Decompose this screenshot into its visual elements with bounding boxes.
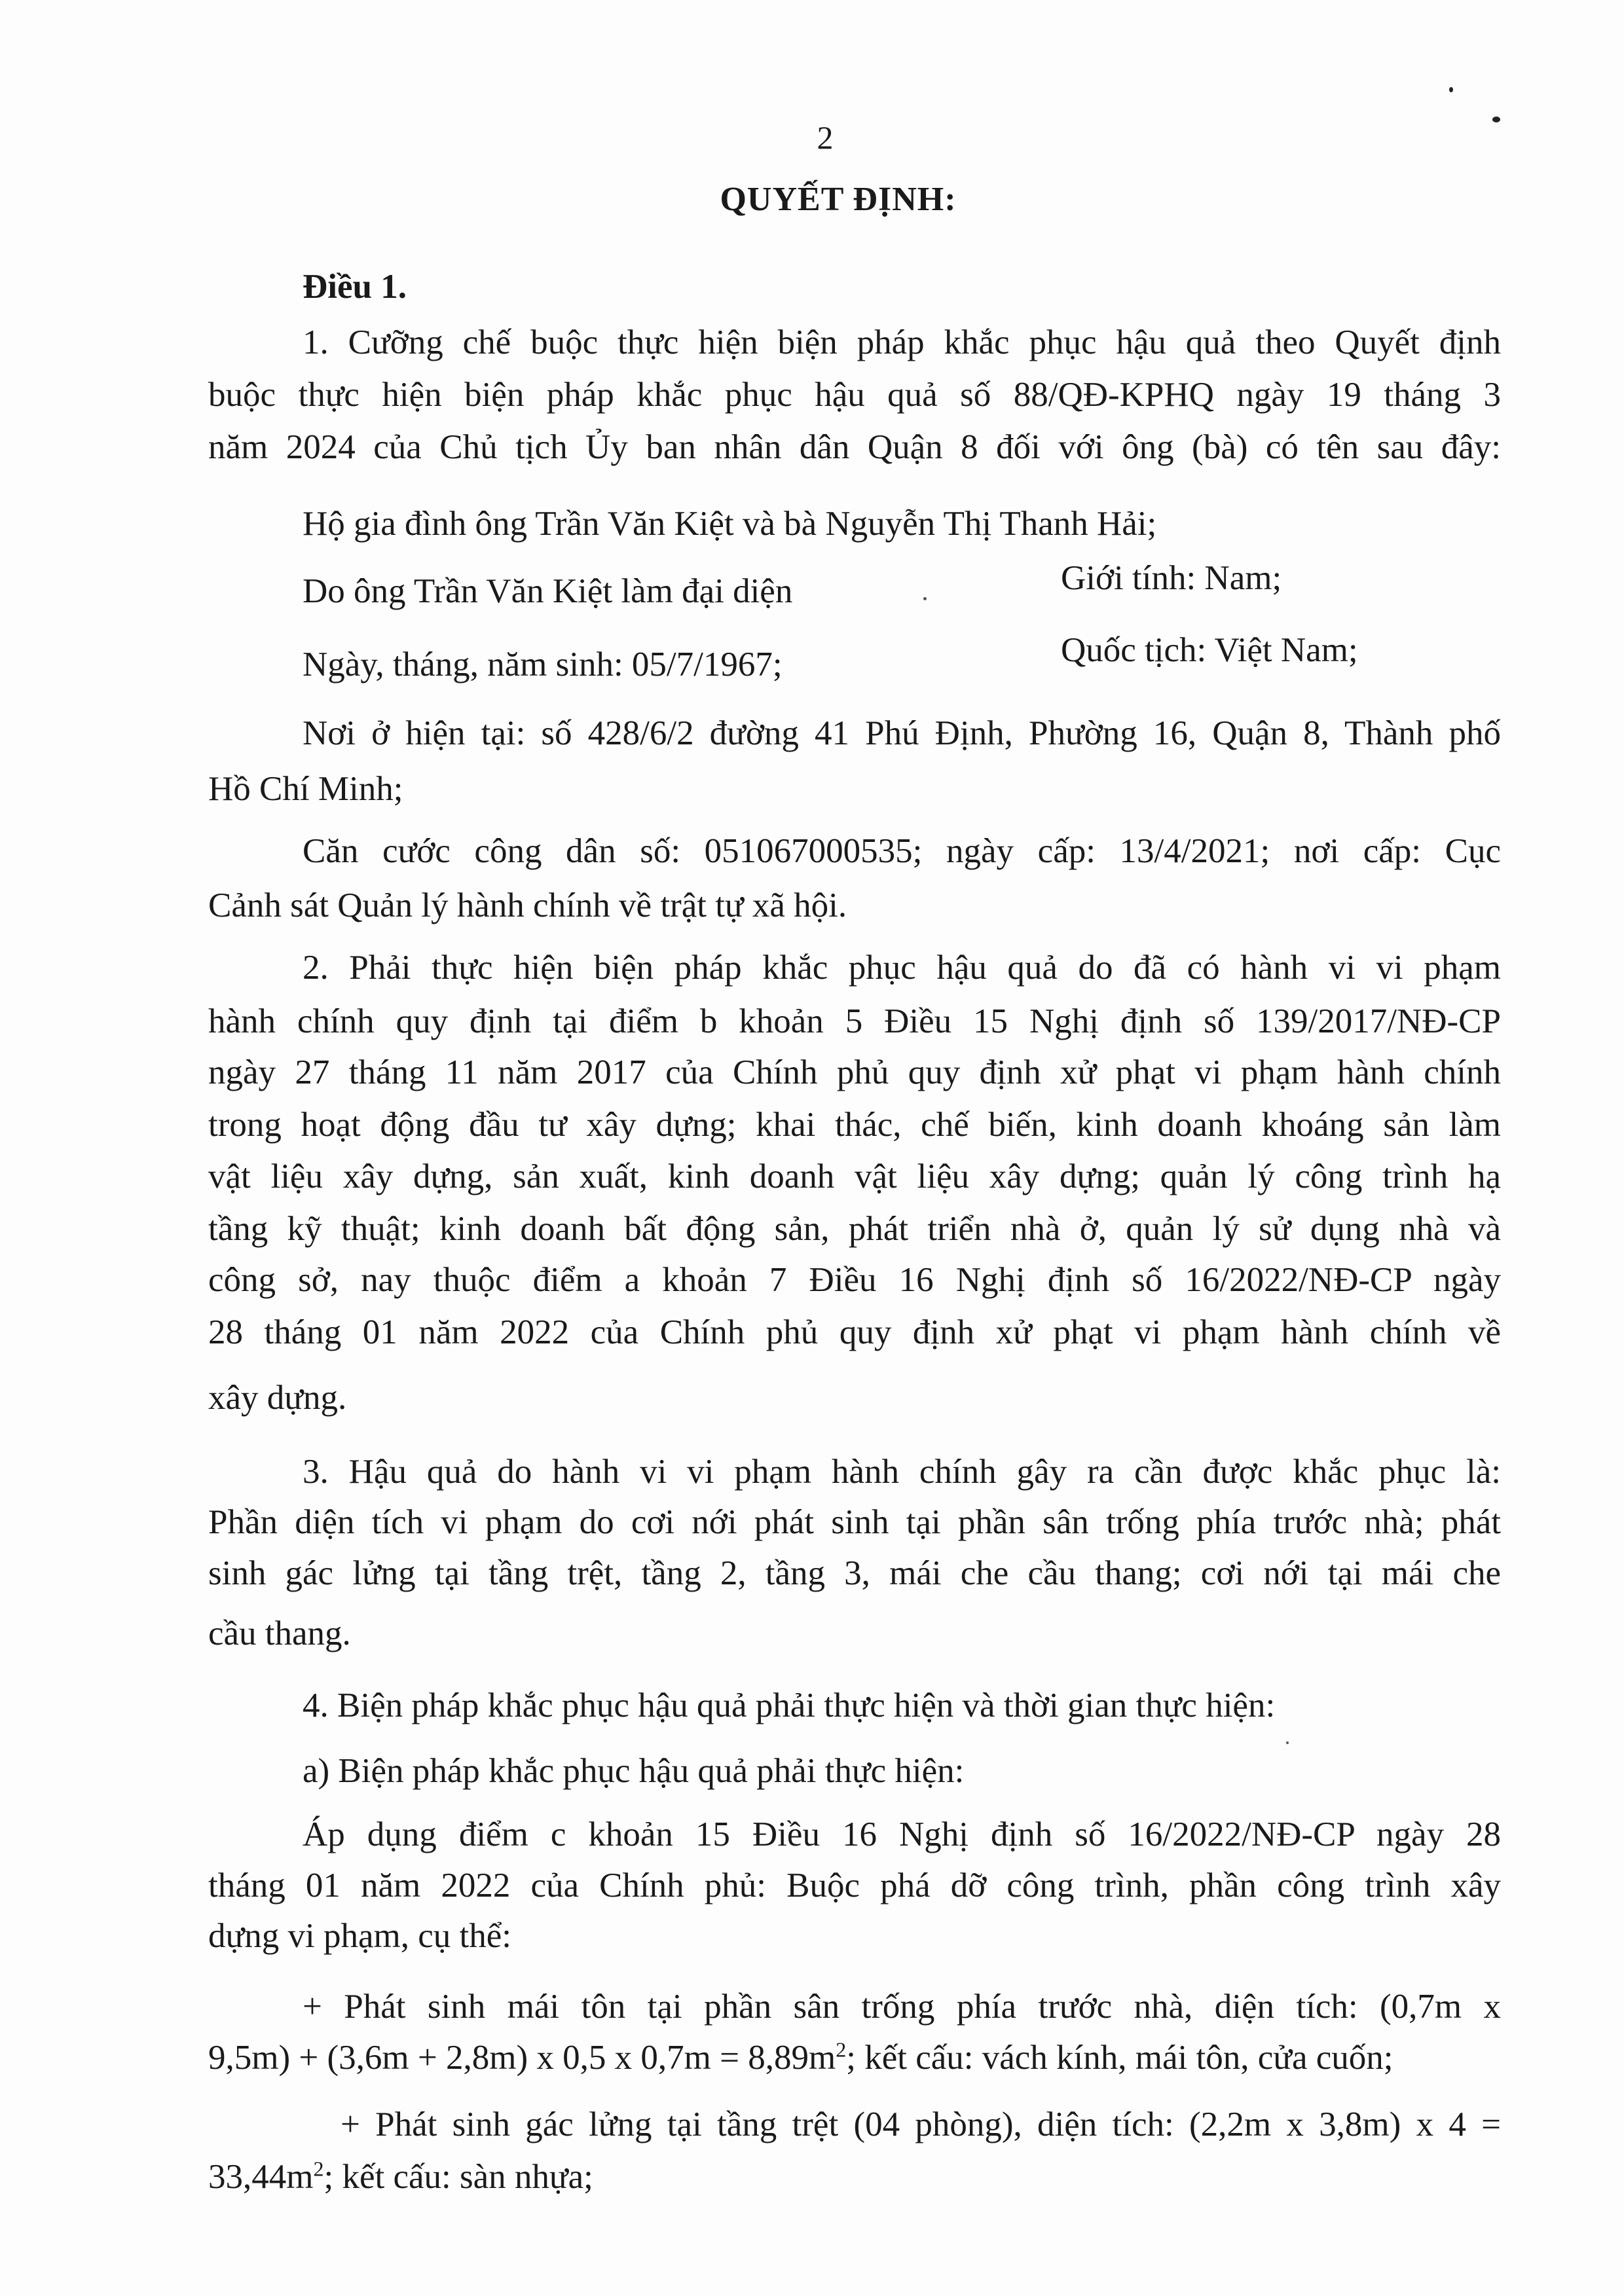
item2-line: 28 tháng 01 năm 2022 của Chính phủ quy định xử phạt vi phạm hành chính về — [208, 1313, 1501, 1351]
article-title: Điều 1. — [303, 268, 407, 306]
item2-line: vật liệu xây dựng, sản xuất, kinh doanh vật liệu xây dựng; quản lý công trình hạ — [208, 1157, 1501, 1195]
mezzanine-area-unit-sup: 2 — [313, 2157, 324, 2181]
gender: Giới tính: Nam; — [1061, 559, 1282, 597]
mezzanine-area-value: 33,44m — [208, 2158, 314, 2196]
birth-date: Ngày, tháng, năm sinh: 05/7/1967; — [303, 646, 783, 683]
address-line: Nơi ở hiện tại: số 428/6/2 đường 41 Phú Định, Phường 16, Quận 8, Thành phố — [303, 714, 1501, 752]
scan-speck — [1492, 117, 1500, 122]
item4-title: 4. Biện pháp khắc phục hậu quả phải thực hiện và thời gian thực hiện: — [303, 1686, 1276, 1724]
item2-line: xây dựng. — [208, 1379, 347, 1417]
page-number: 2 — [817, 119, 834, 156]
item2-line: hành chính quy định tại điểm b khoản 5 Điều 15 Nghị định số 139/2017/NĐ-CP — [208, 1002, 1501, 1040]
id-line: Căn cước công dân số: 051067000535; ngày cấp: 13/4/2021; nơi cấp: Cục — [303, 832, 1501, 870]
scan-speck — [1449, 87, 1453, 92]
scan-speck — [1286, 1741, 1289, 1744]
household-name: Hộ gia đình ông Trần Văn Kiệt và bà Nguyễn Thị Thanh Hải; — [303, 505, 1157, 543]
item1-line: 1. Cưỡng chế buộc thực hiện biện pháp khắc phục hậu quả theo Quyết định — [303, 323, 1501, 361]
item1-line: buộc thực hiện biện pháp khắc phục hậu quả số 88/QĐ-KPHQ ngày 19 tháng 3 — [208, 376, 1501, 414]
roof-area-value: 9,5m) + (3,6m + 2,8m) x 0,5 x 0,7m = 8,89m — [208, 2039, 836, 2077]
roof-area-unit-sup: 2 — [836, 2037, 847, 2062]
apply-line: dựng vi phạm, cụ thể: — [208, 1917, 511, 1955]
item2-line: tầng kỹ thuật; kinh doanh bất động sản, phát triển nhà ở, quản lý sử dụng nhà và — [208, 1210, 1501, 1248]
item2-line: công sở, nay thuộc điểm a khoản 7 Điều 16 Nghị định số 16/2022/NĐ-CP ngày — [208, 1261, 1501, 1299]
mezzanine-structure: ; kết cấu: sàn nhựa; — [323, 2158, 593, 2196]
bullet-roof-line: + Phát sinh mái tôn tại phần sân trống phía trước nhà, diện tích: (0,7m x — [303, 1988, 1501, 2026]
scan-speck — [923, 597, 927, 600]
item3-line: sinh gác lửng tại tầng trệt, tầng 2, tầng 3, mái che cầu thang; cơi nới tại mái che — [208, 1554, 1501, 1592]
item2-line: ngày 27 tháng 11 năm 2017 của Chính phủ quy định xử phạt vi phạm hành chính — [208, 1053, 1501, 1091]
address-line: Hồ Chí Minh; — [208, 770, 403, 808]
bullet-mezzanine-area — [208, 2154, 593, 2200]
roof-structure: ; kết cấu: vách kính, mái tôn, cửa cuốn; — [846, 2039, 1393, 2077]
nationality: Quốc tịch: Việt Nam; — [1061, 631, 1358, 669]
apply-line: tháng 01 năm 2022 của Chính phủ: Buộc phá dỡ công trình, phần công trình xây — [208, 1867, 1501, 1904]
bullet-mezzanine-line: + Phát sinh gác lửng tại tầng trệt (04 phòng), diện tích: (2,2m x 3,8m) x 4 = — [341, 2105, 1501, 2143]
item2-line: trong hoạt động đầu tư xây dựng; khai thác, chế biến, kinh doanh khoáng sản làm — [208, 1106, 1501, 1144]
item3-line: 3. Hậu quả do hành vi vi phạm hành chính gây ra cần được khắc phục là: — [303, 1453, 1501, 1491]
representative: Do ông Trần Văn Kiệt làm đại diện — [303, 572, 793, 610]
item4-sub-a: a) Biện pháp khắc phục hậu quả phải thực hiện: — [303, 1752, 965, 1790]
id-line: Cảnh sát Quản lý hành chính về trật tự xã hội. — [208, 886, 847, 924]
item1-line: năm 2024 của Chủ tịch Ủy ban nhân dân Quận 8 đối với ông (bà) có tên sau đây: — [208, 428, 1501, 466]
apply-line: Áp dụng điểm c khoản 15 Điều 16 Nghị định số 16/2022/NĐ-CP ngày 28 — [303, 1815, 1501, 1853]
decision-heading: QUYẾT ĐỊNH: — [720, 181, 957, 218]
bullet-roof-area — [208, 2035, 1393, 2081]
item3-line: Phần diện tích vi phạm do cơi nới phát sinh tại phần sân trống phía trước nhà; phát — [208, 1503, 1501, 1541]
item3-line: cầu thang. — [208, 1614, 351, 1652]
item2-line: 2. Phải thực hiện biện pháp khắc phục hậu quả do đã có hành vi vi phạm — [303, 949, 1501, 987]
